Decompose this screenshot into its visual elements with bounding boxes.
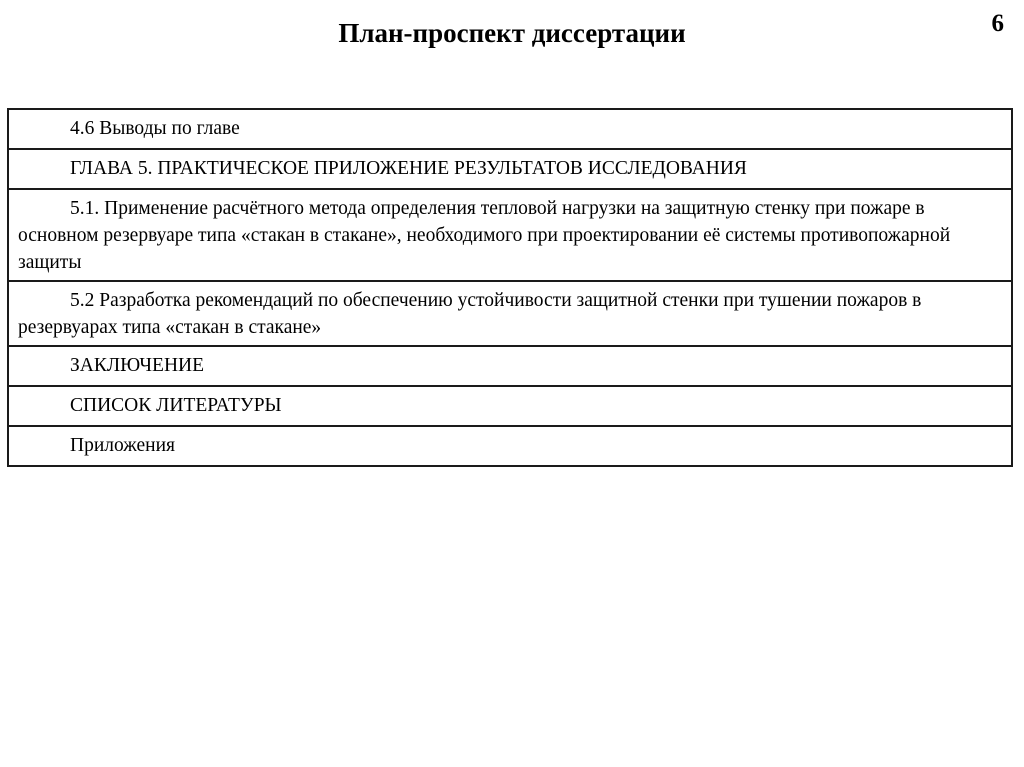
page-number: 6	[991, 10, 1004, 37]
plan-cell	[8, 109, 1012, 149]
plan-cell	[8, 281, 1012, 346]
plan-row	[8, 281, 1012, 346]
plan-cell	[8, 189, 1012, 281]
plan-item-text: СПИСОК ЛИТЕРАТУРЫ	[70, 395, 282, 416]
plan-row	[8, 149, 1012, 189]
plan-row	[8, 109, 1012, 149]
slide-title: План-проспект диссертации	[338, 18, 686, 48]
plan-item-text: ГЛАВА 5. ПРАКТИЧЕСКОЕ ПРИЛОЖЕНИЕ РЕЗУЛЬТАТОВ ИССЛЕДОВАНИЯ	[70, 158, 747, 179]
plan-item-text: 5.2 Разработка рекомендаций по обеспечению устойчивости защитной стенки при тушении пожаров в резервуарах типа «стакан в стакане»	[18, 290, 922, 338]
plan-item-text: 5.1. Применение расчётного метода определения тепловой нагрузки на защитную стенку при пожаре в основном резервуаре типа «стакан в стакане», необходимого при проектировании её системы противопожарной защиты	[18, 198, 951, 273]
plan-cell	[8, 149, 1012, 189]
plan-table	[7, 108, 1013, 467]
plan-row	[8, 386, 1012, 426]
plan-row	[8, 189, 1012, 281]
plan-item-text: 4.6 Выводы по главе	[70, 118, 240, 139]
plan-item-text: ЗАКЛЮЧЕНИЕ	[70, 355, 205, 376]
plan-row	[8, 346, 1012, 386]
plan-cell	[8, 426, 1012, 466]
plan-cell	[8, 346, 1012, 386]
plan-item-text: Приложения	[70, 435, 175, 456]
plan-row	[8, 426, 1012, 466]
plan-cell	[8, 386, 1012, 426]
